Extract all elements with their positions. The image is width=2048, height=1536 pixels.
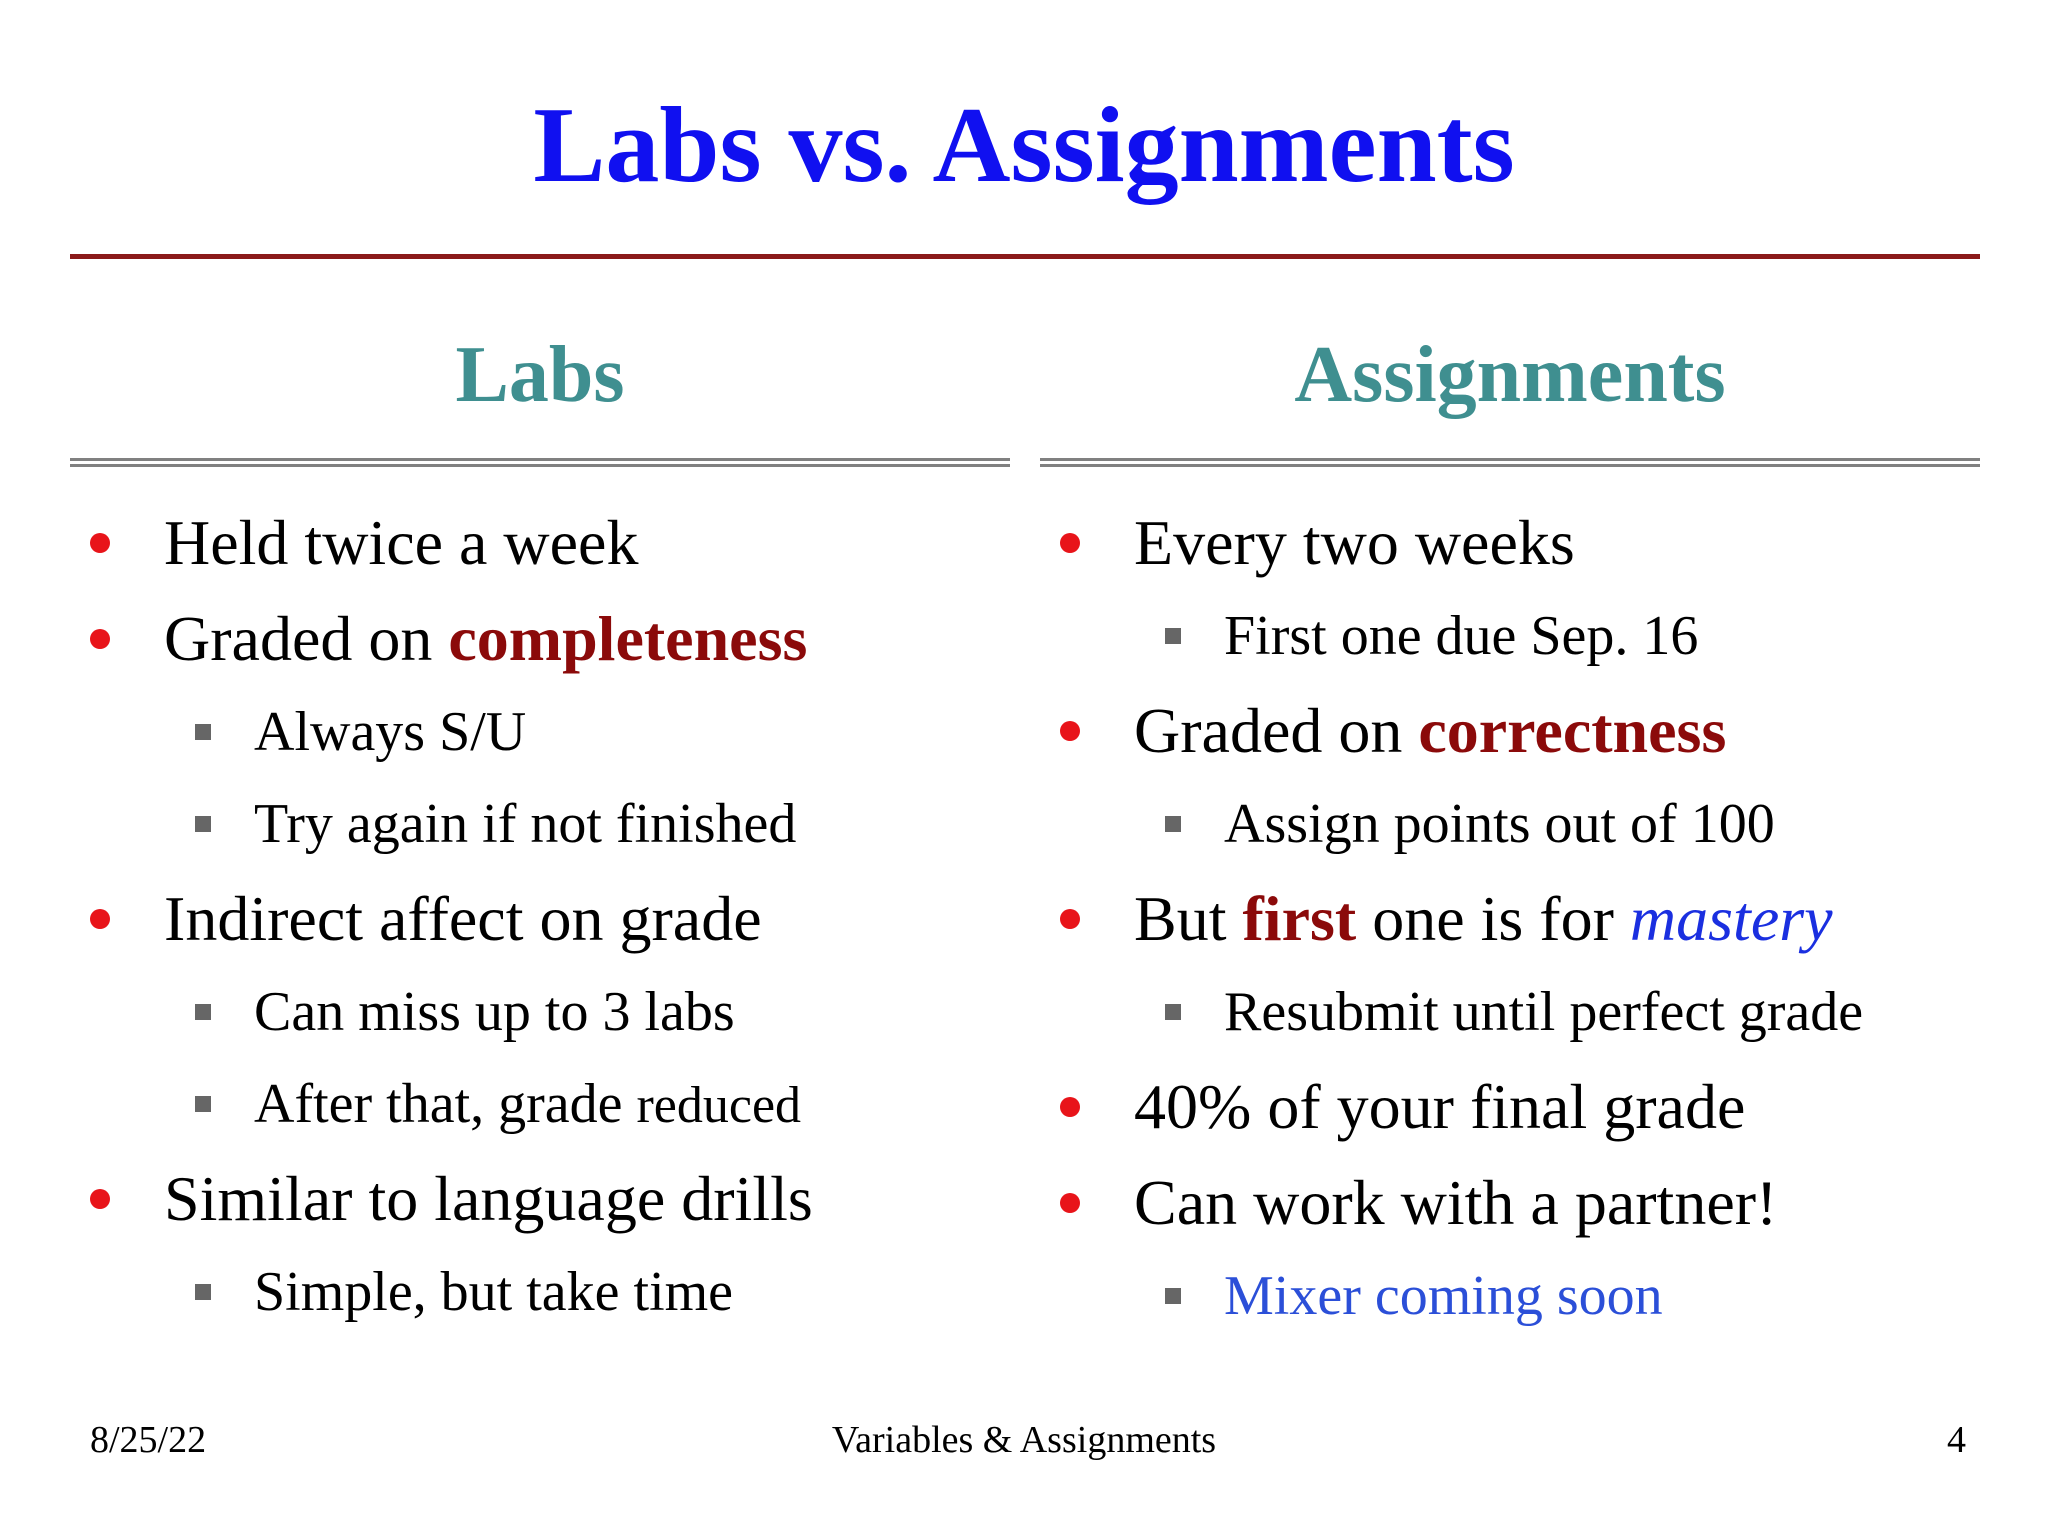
bullet-square-icon [1165,628,1181,644]
bullet-square-icon [195,1004,211,1020]
bullet-square-icon [195,724,211,740]
labs-heading-rule [70,458,1010,467]
sub-bullet-text: Simple, but take time [254,1261,734,1323]
slide-title: Labs vs. Assignments [533,86,1515,205]
bullet-dot-icon [90,1189,110,1209]
highlight-text: completeness [448,603,808,674]
bullet-dot-icon [90,533,110,553]
list-item [70,789,1010,881]
sub-bullet-text-small: reduced [636,1077,802,1134]
list-item [1040,693,1980,789]
list-item [1040,1165,1980,1261]
bullet-text: Can work with a partner! [1134,1167,1778,1238]
list-item [1040,1069,1980,1165]
list-item [1040,977,1980,1069]
sub-bullet-text: Assign points out of 100 [1224,793,1775,855]
title-divider [70,254,1980,259]
sub-bullet-text: First one due Sep. 16 [1224,605,1699,667]
list-item [70,505,1010,601]
bullet-text: 40% of your final grade [1134,1071,1746,1142]
sub-bullet-text: Can miss up to 3 labs [254,981,735,1043]
bullet-text: Graded on [164,603,449,674]
bullet-text: Held twice a week [164,507,639,578]
highlight-text: correctness [1418,695,1727,766]
assignments-heading-rule [1040,458,1980,467]
list-item [1040,505,1980,601]
list-item [1040,1261,1980,1353]
list-item [70,881,1010,977]
list-item [1040,601,1980,693]
bullet-dot-icon [1060,533,1080,553]
bullet-dot-icon [1060,721,1080,741]
list-item [70,697,1010,789]
footer-date: 8/25/22 [90,1419,207,1461]
footer-title: Variables & Assignments [831,1419,1217,1461]
bullet-text: Every two weeks [1134,507,1575,578]
bullet-square-icon [195,1284,211,1300]
bullet-dot-icon [1060,909,1080,929]
bullet-square-icon [1165,816,1181,832]
bullet-text: one is for [1356,883,1630,954]
page-number: 4 [1947,1419,1966,1461]
bullet-dot-icon [90,629,110,649]
bullet-square-icon [195,1096,211,1112]
list-item [70,1161,1010,1257]
assignments-heading: Assignments [1294,331,1726,419]
bullet-square-icon [1165,1004,1181,1020]
italic-emphasis-text: mastery [1629,883,1833,954]
sub-bullet-text: After that, grade [254,1073,637,1135]
list-item [1040,881,1980,977]
bullet-dot-icon [90,909,110,929]
sub-bullet-text: Always S/U [254,701,527,763]
bullet-text: But [1134,883,1243,954]
labs-bullet-list [70,505,1010,1349]
list-item [1040,789,1980,881]
labs-heading: Labs [455,331,625,419]
list-item [70,1069,1010,1161]
sub-bullet-text: Try again if not finished [254,793,797,855]
bullet-text: Similar to language drills [164,1163,813,1234]
list-item [70,1257,1010,1349]
highlight-text: first [1242,883,1357,954]
sub-bullet-text: Resubmit until perfect grade [1224,981,1864,1043]
bullet-square-icon [1165,1288,1181,1304]
bullet-dot-icon [1060,1193,1080,1213]
list-item [70,601,1010,697]
bullet-text: Graded on [1134,695,1419,766]
sub-bullet-text: Mixer coming soon [1224,1265,1663,1327]
bullet-square-icon [195,816,211,832]
bullet-dot-icon [1060,1097,1080,1117]
bullet-text: Indirect affect on grade [164,883,762,954]
assignments-bullet-list [1040,505,1980,1353]
list-item [70,977,1010,1069]
